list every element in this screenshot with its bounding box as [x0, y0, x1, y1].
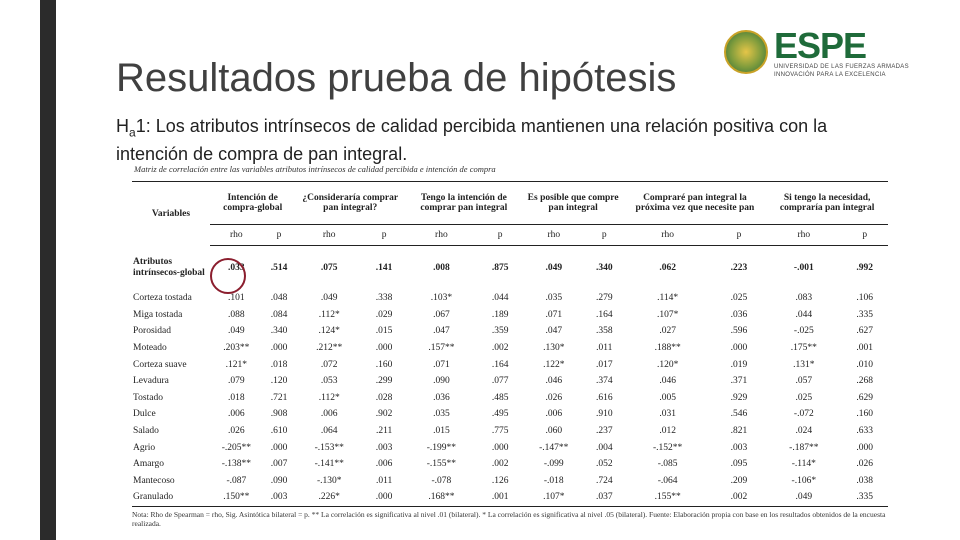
table-cell: .120 [270, 376, 288, 387]
table-cell: .037 [585, 489, 624, 506]
table-cell: .226* [295, 489, 363, 506]
table-row [132, 373, 888, 390]
subheader-cell: rho [210, 225, 263, 246]
table-cell: .028 [375, 392, 393, 403]
table-cell: .057 [795, 376, 813, 387]
table-cell: .049 [545, 263, 563, 273]
table-cell: -.099 [543, 459, 564, 470]
table-cell: .211 [375, 426, 393, 437]
table-cell: .027 [659, 326, 676, 337]
table-cell: .046 [659, 376, 676, 387]
logo-wordmark: ESPE [774, 25, 867, 66]
row-variable-label: Tostado [133, 392, 163, 403]
left-accent-bar [40, 0, 56, 540]
table-cell: .024 [795, 426, 813, 437]
table-cell: .001 [856, 343, 873, 354]
table-cell: -.147** [539, 442, 569, 453]
table-note: Nota: Rho de Spearman = rho, Sig. Asintótica bilateral = p. ** La correlación es significativa al nivel .01 (bilateral). * La correlación es significativa al nivel .05 (bilateral). Fuente: Elaboración propia con base en los resultados obtenidos de la encuesta realizada. [132, 509, 886, 528]
table-cell: -.064 [657, 475, 678, 486]
table-cell: .075 [320, 263, 338, 273]
table-cell: .005 [659, 392, 676, 403]
table-cell: .015 [433, 426, 450, 437]
subheader-cell: p [841, 225, 888, 246]
table-cell: .044 [491, 293, 509, 304]
table-cell: .103* [430, 293, 453, 304]
table-cell: .002 [712, 489, 767, 506]
table-cell: .188** [654, 343, 681, 354]
row-variable-label: Miga tostada [133, 309, 183, 320]
table-cell: .003 [730, 442, 748, 453]
table-row [132, 439, 888, 456]
subheader-cell: p [478, 225, 523, 246]
table-cell: .335 [841, 489, 888, 506]
table-cell: .374 [595, 376, 613, 387]
table-cell: .046 [545, 376, 563, 387]
table-body [132, 246, 888, 507]
row-variable-label: Mantecoso [133, 475, 175, 486]
table-cell: .019 [730, 359, 748, 370]
group-header: Tengo la intención de comprar pan integral [420, 193, 508, 213]
table-cell: .902 [375, 409, 393, 420]
table-cell: -.138** [221, 459, 251, 470]
table-row [132, 489, 888, 506]
table-cell: .083 [795, 293, 813, 304]
table-row [132, 456, 888, 473]
table-cell: .026 [228, 426, 245, 437]
table-cell: .359 [491, 326, 509, 337]
table-cell: .079 [228, 376, 245, 387]
table-cell: .026 [545, 392, 563, 403]
table-cell: .495 [491, 409, 509, 420]
table-cell: .090 [433, 376, 450, 387]
table-cell: .212** [316, 343, 343, 354]
table-cell: .006 [320, 409, 338, 420]
table-cell: .000 [730, 343, 748, 354]
table-cell: .000 [491, 442, 509, 453]
table-cell: -.152** [652, 442, 683, 453]
table-cell: .121* [225, 359, 248, 370]
row-variable-label: Levadura [133, 376, 169, 387]
table-cell: .203** [223, 343, 250, 354]
table-cell: .929 [730, 392, 748, 403]
table-cell: .168** [405, 489, 478, 506]
table-cell: .610 [270, 426, 288, 437]
table-cell: .047 [433, 326, 450, 337]
table-cell: -.141** [314, 459, 344, 470]
row-variable-label: Porosidad [133, 326, 171, 337]
table-cell: .011 [596, 343, 613, 354]
row-variable-label: Corteza suave [133, 359, 187, 370]
table-cell: .155** [624, 489, 712, 506]
table-cell: .992 [856, 263, 873, 273]
table-cell: .012 [659, 426, 676, 437]
table-cell: .101 [228, 293, 245, 304]
table-cell: .209 [730, 475, 748, 486]
table-cell: .002 [491, 343, 509, 354]
table-cell: .112* [318, 392, 340, 403]
subheader-cell: rho [405, 225, 478, 246]
table-cell: .031 [659, 409, 676, 420]
table-cell: .025 [730, 293, 748, 304]
table-cell: .035 [433, 409, 450, 420]
table-cell: .875 [491, 263, 509, 273]
table-cell: .052 [595, 459, 613, 470]
table-cell: .299 [375, 376, 393, 387]
correlation-table [132, 181, 888, 507]
table-cell: .124* [318, 326, 340, 337]
table-cell: -.199** [426, 442, 457, 453]
group-header: ¿Consideraría comprar pan integral? [302, 193, 399, 213]
table-cell: .000 [363, 489, 405, 506]
table-cell: .340 [595, 263, 613, 273]
table-row [132, 406, 888, 423]
hypothesis-text: 1: Los atributos intrínsecos de calidad percibida mantienen una relación positiva con la intención de compra de pan integral. [116, 116, 828, 164]
table-row [132, 323, 888, 340]
table-cell: .071 [545, 309, 563, 320]
row-variable-label: Granulado [132, 489, 210, 506]
row-variable-label: Moteado [133, 343, 167, 354]
table-cell: .189 [491, 309, 509, 320]
table-cell: .223 [730, 263, 748, 273]
table-cell: -.114* [791, 459, 816, 470]
subheader-cell: rho [295, 225, 363, 246]
table-cell: .067 [433, 309, 450, 320]
correlation-table-block [132, 164, 888, 528]
table-cell: -.187** [789, 442, 819, 453]
table-cell: .002 [491, 459, 509, 470]
table-cell: .008 [433, 263, 450, 273]
university-seal-icon [724, 30, 768, 74]
table-cell: .049 [320, 293, 338, 304]
subheader-cell: rho [766, 225, 841, 246]
table-cell: .724 [595, 475, 613, 486]
table-cell: .279 [595, 293, 613, 304]
table-cell: -.155** [426, 459, 457, 470]
table-row [132, 290, 888, 307]
row-variable-label: Amargo [133, 459, 164, 470]
table-cell: .629 [856, 392, 873, 403]
table-cell: .237 [595, 426, 613, 437]
table-cell: .029 [375, 309, 393, 320]
table-cell: .130* [543, 343, 565, 354]
table-cell: .616 [595, 392, 613, 403]
table-cell: .015 [375, 326, 393, 337]
table-cell: .072 [320, 359, 338, 370]
table-cell: .122* [543, 359, 565, 370]
table-cell: .141 [375, 263, 393, 273]
table-cell: .164 [491, 359, 509, 370]
table-cell: .038 [856, 475, 873, 486]
table-cell: .017 [595, 359, 613, 370]
row-variable-label: Atributos intrínsecos-global [133, 256, 205, 278]
table-cell: -.001 [793, 263, 814, 273]
table-cell: .018 [270, 359, 288, 370]
table-cell: .633 [856, 426, 873, 437]
table-cell: .160 [856, 409, 873, 420]
table-row [132, 473, 888, 490]
table-cell: .775 [491, 426, 509, 437]
table-cell: .358 [595, 326, 613, 337]
table-cell: .268 [856, 376, 873, 387]
hypothesis-statement [116, 116, 896, 165]
table-cell: -.018 [543, 475, 564, 486]
table-cell: .000 [856, 442, 873, 453]
table-cell: .049 [766, 489, 841, 506]
table-cell: -.087 [226, 475, 247, 486]
espe-logo [724, 26, 914, 80]
table-cell: .026 [856, 459, 873, 470]
table-cell: .033 [228, 263, 245, 273]
table-cell: .340 [270, 326, 288, 337]
table-cell: .112* [318, 309, 340, 320]
table-cell: .371 [730, 376, 748, 387]
table-row [132, 356, 888, 373]
group-header: Intención de compra-global [223, 193, 283, 213]
table-cell: .514 [270, 263, 288, 273]
table-cell: .018 [228, 392, 245, 403]
hypothesis-h: H [116, 116, 129, 136]
table-cell: .000 [375, 343, 393, 354]
table-row [132, 246, 888, 291]
table-cell: .006 [375, 459, 393, 470]
table-cell: .546 [730, 409, 748, 420]
table-cell: .036 [433, 392, 450, 403]
table-cell: -.130* [316, 475, 342, 486]
table-group-header-row [132, 182, 888, 225]
table-cell: .721 [270, 392, 288, 403]
table-cell: -.106* [791, 475, 817, 486]
table-cell: .107* [656, 309, 679, 320]
subheader-cell: p [263, 225, 296, 246]
highlight-circle [210, 258, 246, 294]
table-cell: .910 [595, 409, 613, 420]
table-cell: .164 [595, 309, 613, 320]
group-header: Es posible que compre pan integral [527, 193, 619, 213]
table-cell: .126 [491, 475, 509, 486]
table-cell: .090 [270, 475, 288, 486]
row-variable-label: Dulce [133, 409, 156, 420]
table-cell: .011 [375, 475, 393, 486]
logo-line-2: INNOVACIÓN PARA LA EXCELENCIA [774, 72, 886, 78]
table-cell: .338 [375, 293, 393, 304]
table-cell: .007 [270, 459, 288, 470]
table-cell: .006 [228, 409, 245, 420]
table-cell: .084 [270, 309, 288, 320]
table-cell: .060 [545, 426, 563, 437]
table-cell: .000 [270, 343, 288, 354]
table-cell: -.078 [431, 475, 452, 486]
subheader-cell: p [585, 225, 624, 246]
table-cell: .036 [730, 309, 748, 320]
table-cell: .160 [375, 359, 393, 370]
table-cell: .010 [856, 359, 873, 370]
table-cell: .157** [428, 343, 455, 354]
table-cell: .077 [491, 376, 509, 387]
group-header: Compraré pan integral la próxima vez que necesite pan [635, 193, 755, 213]
table-cell: .107* [523, 489, 585, 506]
subheader-cell: rho [523, 225, 585, 246]
table-cell: .095 [730, 459, 748, 470]
slide-title: Resultados prueba de hipótesis [116, 56, 677, 100]
table-cell: .088 [228, 309, 245, 320]
table-cell: .053 [320, 376, 338, 387]
table-cell: .485 [491, 392, 509, 403]
variables-header: Variables [151, 208, 191, 219]
table-cell: .003 [375, 442, 393, 453]
table-cell: .175** [790, 343, 817, 354]
table-cell: .062 [659, 263, 676, 273]
table-cell: .044 [795, 309, 813, 320]
row-variable-label: Corteza tostada [133, 293, 192, 304]
table-cell: .035 [545, 293, 563, 304]
table-cell: .120* [656, 359, 679, 370]
table-cell: .000 [270, 442, 288, 453]
table-cell: .150** [210, 489, 263, 506]
table-cell: -.085 [657, 459, 678, 470]
table-cell: .064 [320, 426, 338, 437]
row-variable-label: Agrio [133, 442, 156, 453]
table-cell: .106 [856, 293, 873, 304]
subheader-cell: p [363, 225, 405, 246]
table-cell: .004 [595, 442, 613, 453]
table-cell: -.072 [793, 409, 814, 420]
table-cell: .006 [545, 409, 563, 420]
row-variable-label: Salado [133, 426, 159, 437]
table-cell: .627 [856, 326, 873, 337]
table-cell: .821 [730, 426, 748, 437]
table-cell: .049 [228, 326, 245, 337]
table-cell: .131* [793, 359, 815, 370]
subheader-cell: rho [624, 225, 712, 246]
table-cell: .596 [730, 326, 748, 337]
table-cell: .071 [433, 359, 450, 370]
table-row [132, 340, 888, 357]
table-cell: -.025 [793, 326, 814, 337]
table-cell: .025 [795, 392, 813, 403]
table-cell: .114* [657, 293, 679, 304]
table-cell: .048 [270, 293, 288, 304]
table-cell: .001 [478, 489, 523, 506]
table-cell: -.205** [221, 442, 251, 453]
table-cell: .908 [270, 409, 288, 420]
table-row [132, 390, 888, 407]
logo-line-1: UNIVERSIDAD DE LAS FUERZAS ARMADAS [774, 64, 909, 70]
subheader-cell: p [712, 225, 767, 246]
table-row [132, 423, 888, 440]
table-cell: -.153** [314, 442, 344, 453]
table-cell: .003 [263, 489, 296, 506]
table-row [132, 307, 888, 324]
table-cell: .047 [545, 326, 563, 337]
hypothesis-subscript: a [129, 125, 136, 140]
group-header: Si tengo la necesidad, compraría pan integral [779, 193, 875, 213]
table-caption: Matriz de correlación entre las variables atributos intrínsecos de calidad percibida e intención de compra [134, 164, 496, 174]
table-subheader-row [132, 225, 888, 246]
table-cell: .335 [856, 309, 873, 320]
